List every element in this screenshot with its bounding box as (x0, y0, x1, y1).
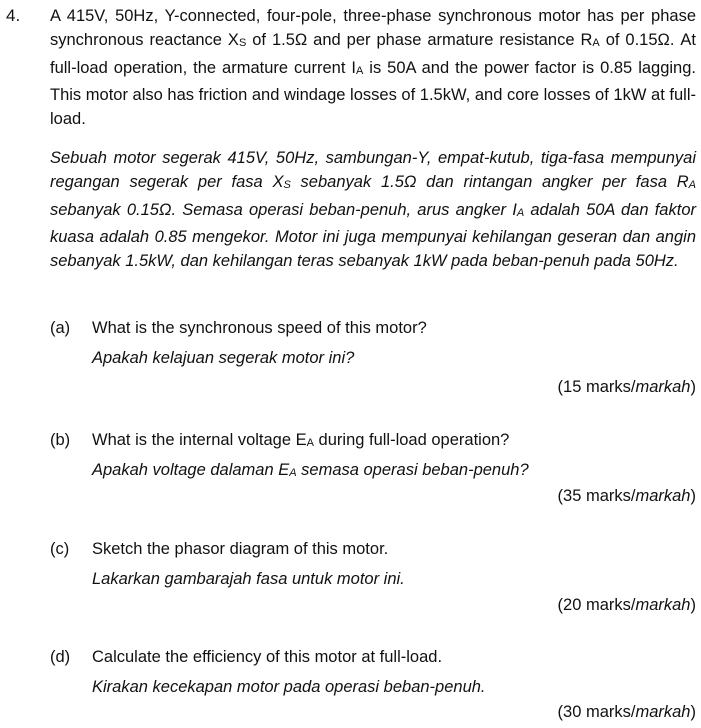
part-a-malay: Apakah kelajuan segerak motor ini? (92, 349, 355, 367)
part-b-english: What is the internal voltage EA during full-load operation? (92, 431, 510, 449)
part-c-label: (c) (50, 540, 70, 558)
part-c-english: Sketch the phasor diagram of this motor. (92, 540, 389, 558)
part-b-label: (b) (50, 431, 71, 449)
part-d-marks: (30 marks/markah) (557, 703, 696, 721)
question-intro-malay: Sebuah motor segerak 415V, 50Hz, sambungan-Y, empat-kutub, tiga-fasa mempunyai regangan segerak per fasa XS sebanyak 1.5Ω dan rintangan angker per fasa RA sebanyak 0.15Ω. Semasa operasi beban-penuh, arus angker IA adalah 50A dan faktor kuasa adalah 0.85 mengekor. Motor ini juga mempunyai kehilangan geseran dan angin sebanyak 1.5kW, dan kehilangan teras sebanyak 1kW pada beban-penuh pada 50Hz. (50, 149, 696, 271)
part-d-malay: Kirakan kecekapan motor pada operasi beban-penuh. (92, 678, 486, 696)
part-c-marks: (20 marks/markah) (557, 596, 696, 614)
part-a-marks: (15 marks/markah) (557, 378, 696, 396)
question-number: 4. (6, 6, 21, 25)
part-b-marks: (35 marks/markah) (557, 487, 696, 505)
part-b-malay: Apakah voltage dalaman EA semasa operasi beban-penuh? (92, 461, 529, 479)
part-a-label: (a) (50, 319, 71, 337)
part-c-malay: Lakarkan gambarajah fasa untuk motor ini. (92, 570, 405, 588)
part-d-english: Calculate the efficiency of this motor at full-load. (92, 648, 443, 666)
part-d-label: (d) (50, 648, 71, 666)
question-intro-english: A 415V, 50Hz, Y-connected, four-pole, three-phase synchronous motor has per phase synchronous reactance XS of 1.5Ω and per phase armature resistance RA of 0.15Ω. At full-load operation, the armature current IA is 50A and the power factor is 0.85 lagging. This motor also has friction and windage losses of 1.5kW, and core losses of 1kW at full-load. (50, 7, 696, 129)
part-a-english: What is the synchronous speed of this motor? (92, 319, 427, 337)
